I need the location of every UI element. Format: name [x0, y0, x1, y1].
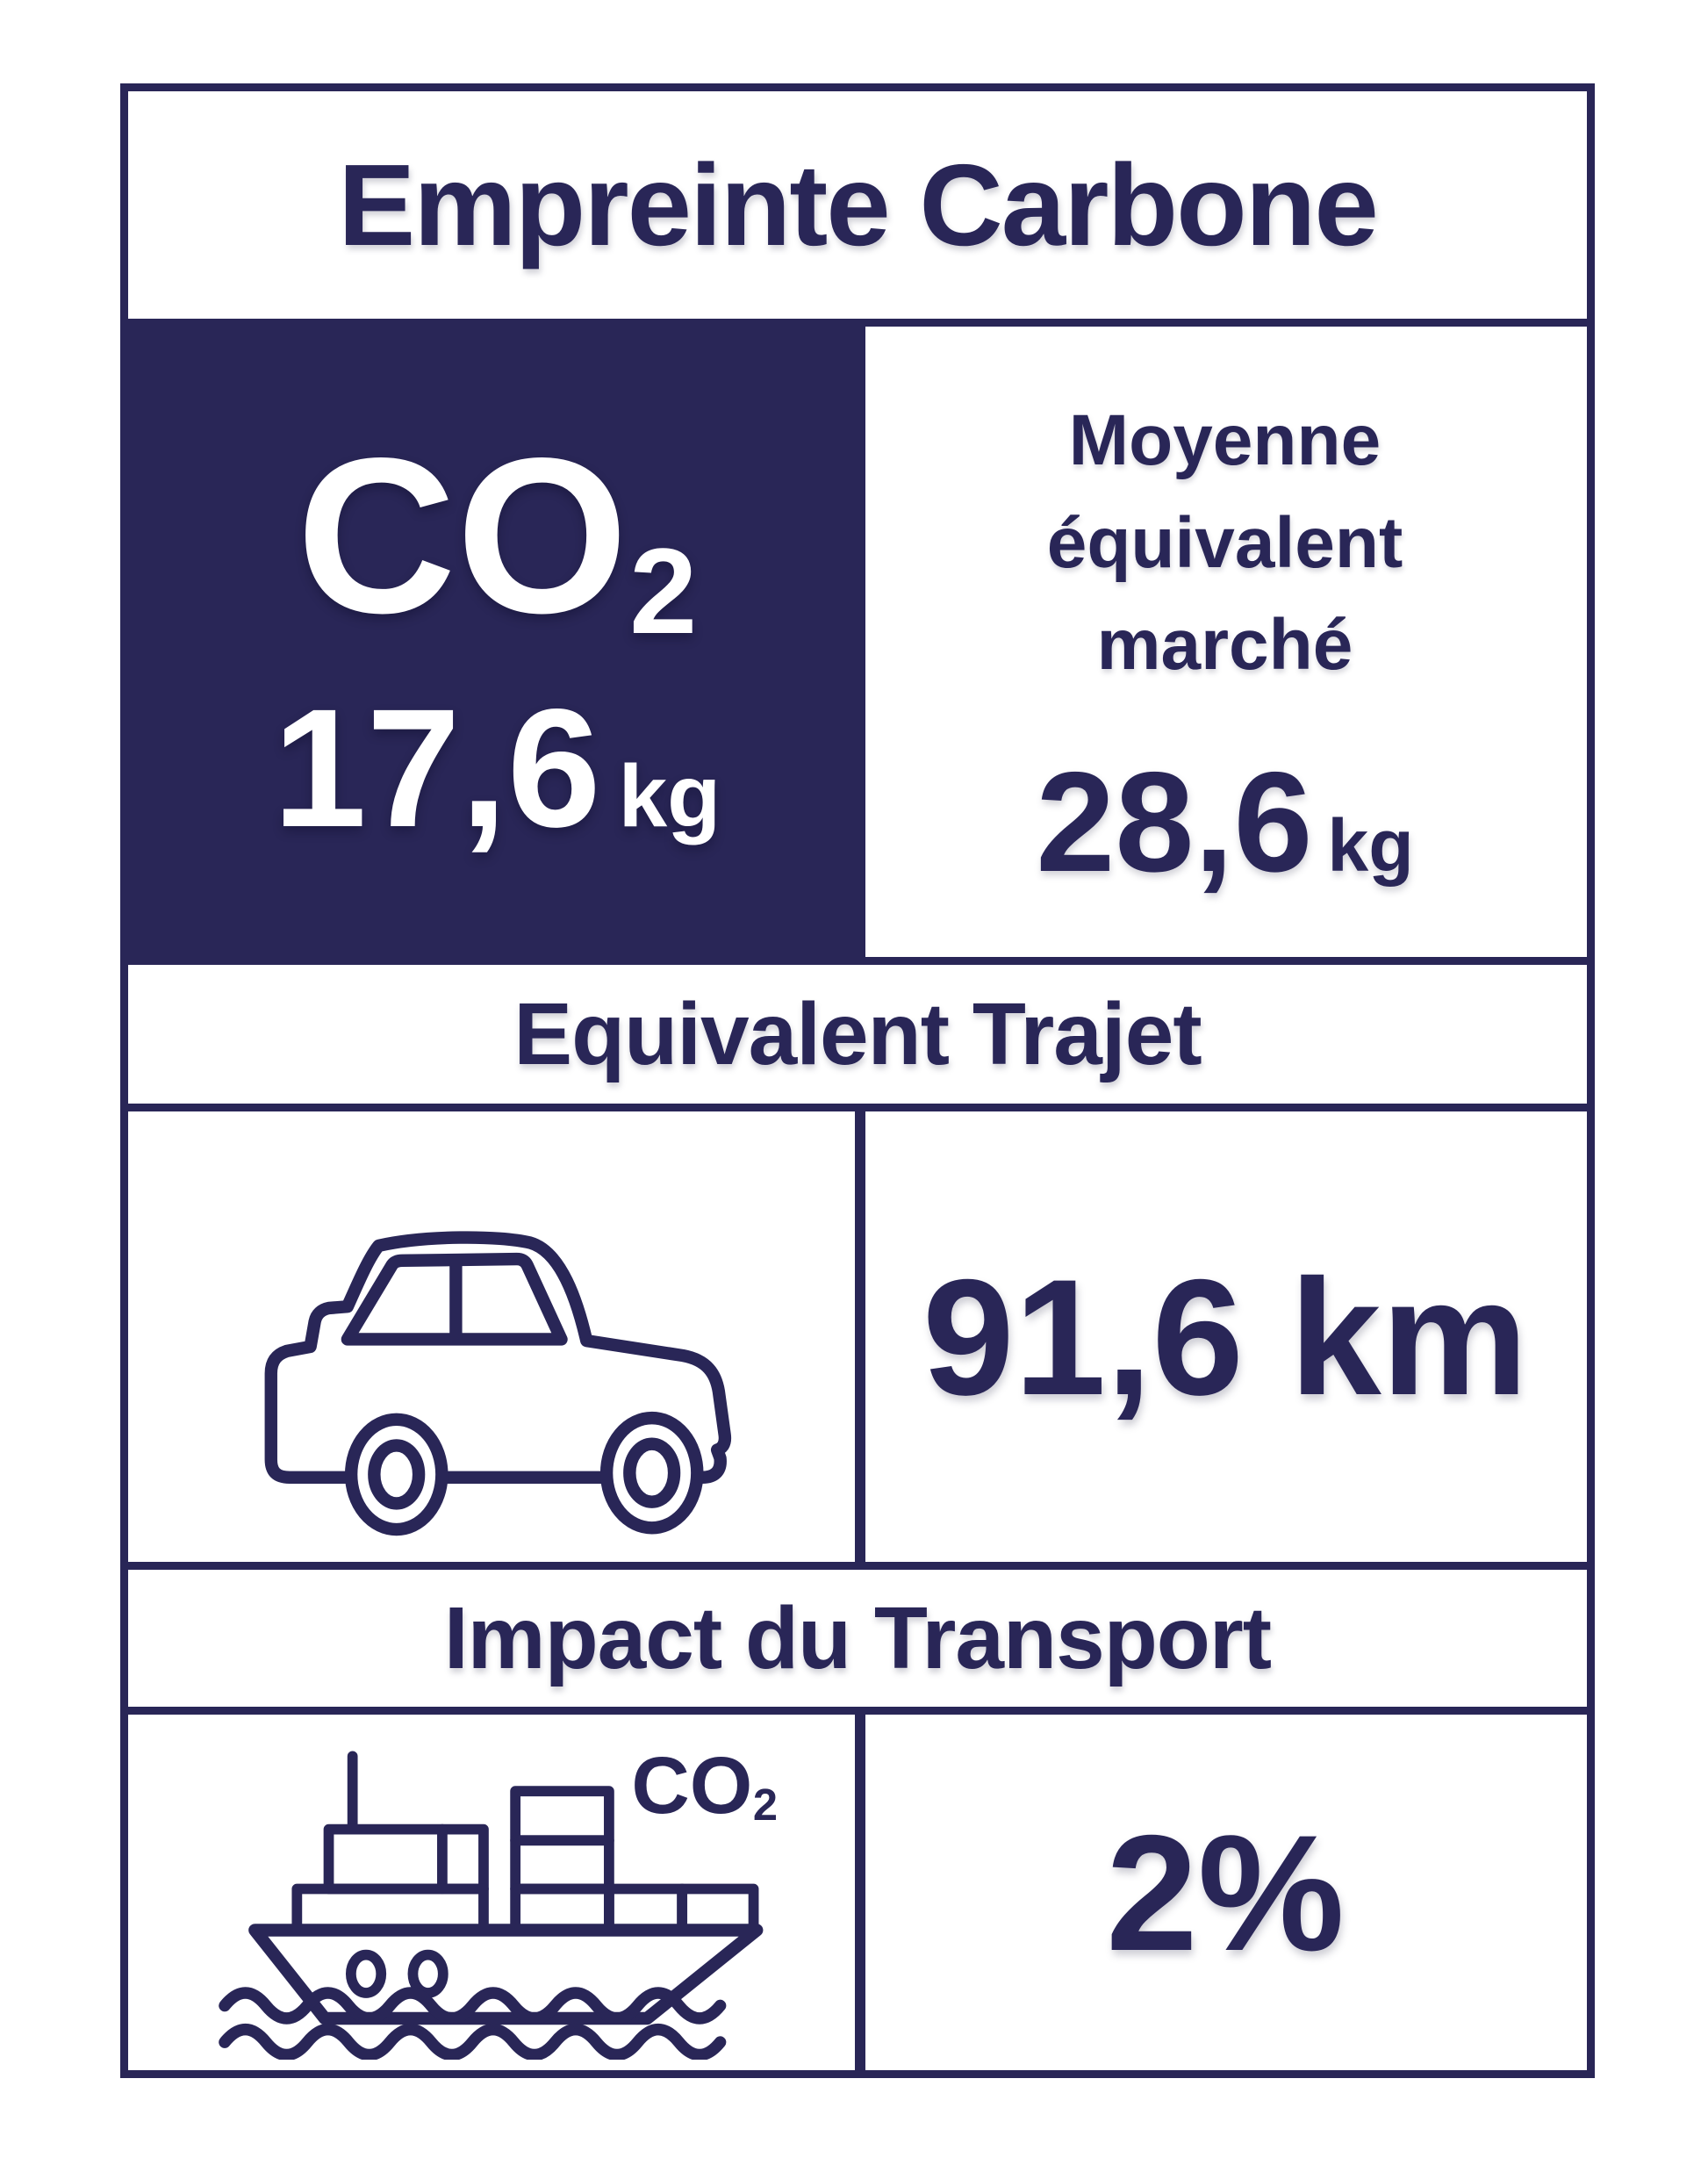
trip-value-cell — [865, 1111, 1585, 1562]
co2-text: CO — [296, 413, 628, 660]
divider-trip-columns — [855, 1111, 865, 1562]
transport-value-cell — [865, 1715, 1585, 2070]
divider-row1-bottom — [128, 957, 1587, 965]
co2-subscript: 2 — [629, 523, 698, 659]
co2-footprint-value — [272, 673, 721, 862]
ship-icon-group — [205, 1726, 778, 2060]
market-average-label — [1047, 390, 1403, 696]
co2-footprint-unit: kg — [618, 747, 721, 845]
market-label-line: équivalent — [1046, 502, 1403, 583]
ship-co2-subscript: 2 — [752, 1780, 778, 1831]
transport-impact-value: 2% — [1106, 1800, 1345, 1985]
ship-cell — [128, 1715, 855, 2070]
trip-section-band — [128, 965, 1587, 1104]
divider-header — [128, 319, 1587, 327]
divider-band1-bottom — [128, 1104, 1587, 1111]
market-average-cell — [865, 327, 1584, 957]
co2-comparison-row — [128, 327, 1587, 957]
co2-footprint-number: 17,6 — [272, 673, 601, 862]
market-label-line: marché — [1096, 605, 1353, 686]
transport-row — [128, 1715, 1587, 2070]
trip-row — [128, 1111, 1587, 1562]
co2-formula — [296, 413, 698, 660]
header-row — [128, 91, 1587, 319]
transport-section-band — [128, 1570, 1587, 1707]
ship-co2-label — [631, 1740, 778, 1831]
car-cell — [128, 1111, 855, 1562]
transport-section-title: Impact du Transport — [443, 1588, 1272, 1687]
market-average-unit: kg — [1327, 803, 1414, 887]
divider-band2-bottom — [128, 1707, 1587, 1715]
car-icon — [202, 1134, 781, 1539]
divider-transport-columns — [855, 1715, 865, 2070]
trip-section-title: Equivalent Trajet — [513, 984, 1202, 1083]
market-average-value — [1036, 742, 1414, 902]
divider-row2-bottom — [128, 1562, 1587, 1570]
carbon-footprint-label — [120, 83, 1595, 2078]
ship-co2-text: CO — [631, 1740, 753, 1831]
co2-footprint-cell — [128, 327, 865, 957]
market-label-line: Moyenne — [1068, 400, 1381, 481]
page-title: Empreinte Carbone — [338, 140, 1377, 270]
trip-distance-value: 91,6 km — [922, 1244, 1528, 1429]
market-average-number: 28,6 — [1036, 742, 1313, 902]
